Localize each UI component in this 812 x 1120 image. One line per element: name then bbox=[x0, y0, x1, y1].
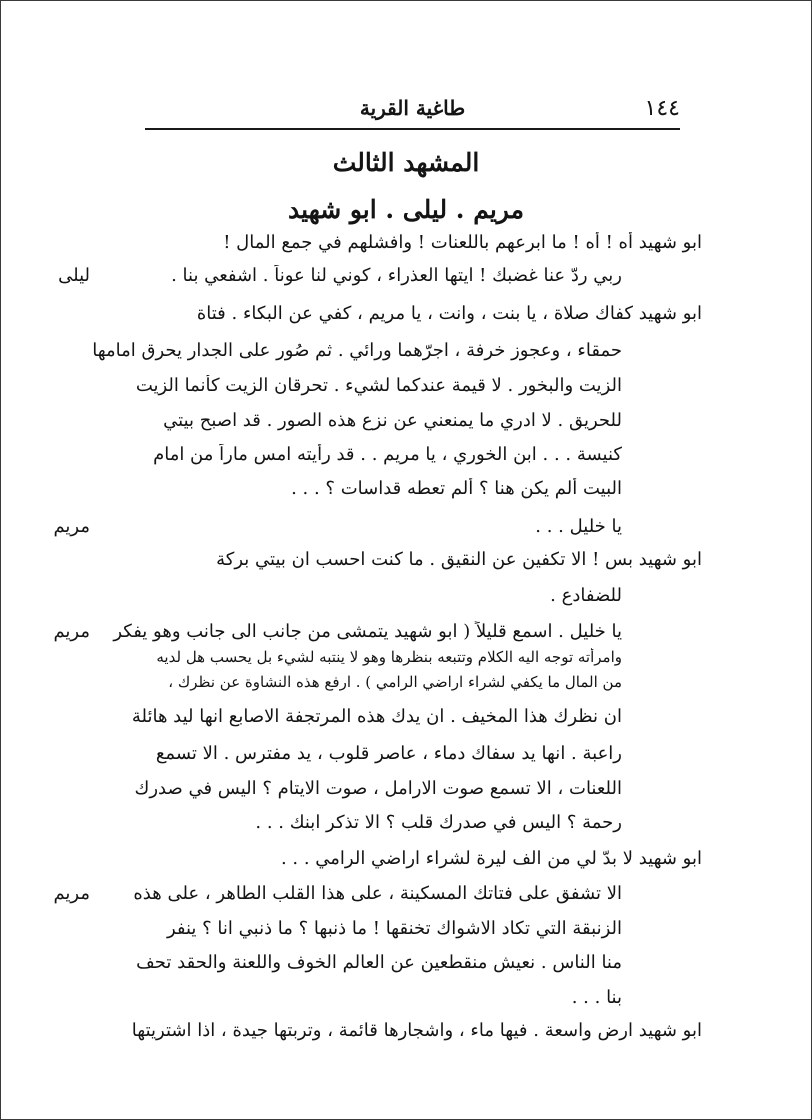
dialogue-line bbox=[0, 444, 812, 478]
speaker-label: مريم bbox=[53, 621, 90, 642]
dialogue-line bbox=[0, 375, 812, 409]
line-text: وامرأته توجه اليه الكلام وتتبعه بنظرها وهو لا ينتبه لشيء بل يحسب هل لديه bbox=[156, 648, 622, 666]
line-text: الا تشفق على فتاتك المسكينة ، على هذا القلب الطاهر ، على هذه bbox=[133, 883, 622, 904]
line-text: حمقاء ، وعجوز خرفة ، اجرّهما ورائي . ثم صُور على الجدار يحرق امامها bbox=[92, 340, 622, 361]
dialogue-line bbox=[0, 232, 812, 266]
line-text: اللعنات ، الا تسمع صوت الارامل ، صوت الايتام ؟ اليس في صدرك bbox=[134, 778, 622, 799]
line-text: ابو شهيد بس ! الا تكفين عن النقيق . ما كنت احسب ان بيتي بركة bbox=[216, 549, 702, 570]
line-text: منا الناس . نعيش منقطعين عن العالم الخوف واللعنة والحقد تحف bbox=[136, 952, 622, 973]
line-text: راعبة . انها يد سفاك دماء ، عاصر قلوب ، يد مفترس . الا تسمع bbox=[155, 743, 622, 764]
line-text: ربي ردّ عنا غضبك ! ايتها العذراء ، كوني لنا عوناً . اشفعي بنا . bbox=[171, 265, 622, 286]
line-text: من المال ما يكفي لشراء اراضي الرامي ) . ارفع هذه النشاوة عن نظرك ، bbox=[168, 673, 622, 691]
dialogue-line bbox=[0, 516, 812, 550]
line-text: رحمة ؟ اليس في صدرك قلب ؟ الا تذكر ابنك . . . bbox=[255, 812, 622, 833]
dialogue-line bbox=[0, 952, 812, 986]
speaker-label: مريم bbox=[53, 516, 90, 537]
dialogue-line bbox=[0, 812, 812, 846]
line-text: بنا . . . bbox=[571, 987, 622, 1008]
dialogue-line bbox=[0, 1020, 812, 1054]
scene-title: المشهد الثالث bbox=[332, 148, 480, 177]
dialogue-line bbox=[0, 848, 812, 882]
dialogue-line bbox=[0, 340, 812, 374]
dialogue-line bbox=[0, 987, 812, 1021]
line-text: ان نظرك هذا المخيف . ان يدك هذه المرتجفة الاصابع انها ليد هائلة bbox=[131, 706, 622, 727]
dialogue-line bbox=[0, 918, 812, 952]
line-text: كنيسة . . . ابن الخوري ، يا مريم . . قد رأيته امس ماراً من امام bbox=[153, 444, 622, 465]
line-text: يا خليل . . . bbox=[535, 516, 622, 537]
dialogue-line bbox=[0, 883, 812, 917]
dialogue-line bbox=[0, 549, 812, 583]
dialogue-line bbox=[0, 706, 812, 740]
dialogue-line bbox=[0, 478, 812, 512]
characters-list: مريم . ليلى . ابو شهيد bbox=[288, 195, 524, 224]
page-number: ١٤٤ bbox=[644, 96, 680, 121]
running-title: طاغية القرية bbox=[359, 96, 466, 120]
line-text: ابو شهيد كفاك صلاة ، يا بنت ، وانت ، يا مريم ، كفي عن البكاء . فتاة bbox=[196, 303, 702, 324]
speaker-label: ليلى bbox=[58, 265, 90, 286]
dialogue-line bbox=[0, 778, 812, 812]
line-text: للضفادع . bbox=[550, 585, 622, 606]
line-text: ابو شهيد لا بدّ لي من الف ليرة لشراء اراضي الرامي . . . bbox=[280, 848, 702, 869]
dialogue-line bbox=[0, 265, 812, 299]
dialogue-line bbox=[0, 743, 812, 777]
line-text: البيت ألم يكن هنا ؟ ألم تعطه قداسات ؟ . . . bbox=[291, 478, 622, 499]
line-text: يا خليل . اسمع قليلاً ( ابو شهيد يتمشى من جانب الى جانب وهو يفكر bbox=[113, 621, 622, 642]
dialogue-line bbox=[0, 410, 812, 444]
line-text: الزيت والبخور . لا قيمة عندكما لشيء . تحرقان الزيت كأنما الزيت bbox=[135, 375, 622, 396]
speaker-label: مريم bbox=[53, 883, 90, 904]
line-text: الزنبقة التي تكاد الاشواك تخنقها ! ما ذنبها ؟ ما ذنبي انا ؟ ينفر bbox=[166, 918, 622, 939]
dialogue-line bbox=[0, 303, 812, 337]
line-text: ابو شهيد أه ! أه ! ما ابرعهم باللعنات ! وافشلهم في جمع المال ! bbox=[223, 232, 702, 253]
line-text: ابو شهيد ارض واسعة . فيها ماء ، واشجارها قائمة ، وتربتها جيدة ، اذا اشتريتها bbox=[131, 1020, 702, 1041]
dialogue-line bbox=[0, 673, 812, 707]
dialogue-line bbox=[0, 585, 812, 619]
line-text: للحريق . لا ادري ما يمنعني عن نزع هذه الصور . قد اصبح بيتي bbox=[163, 410, 622, 431]
